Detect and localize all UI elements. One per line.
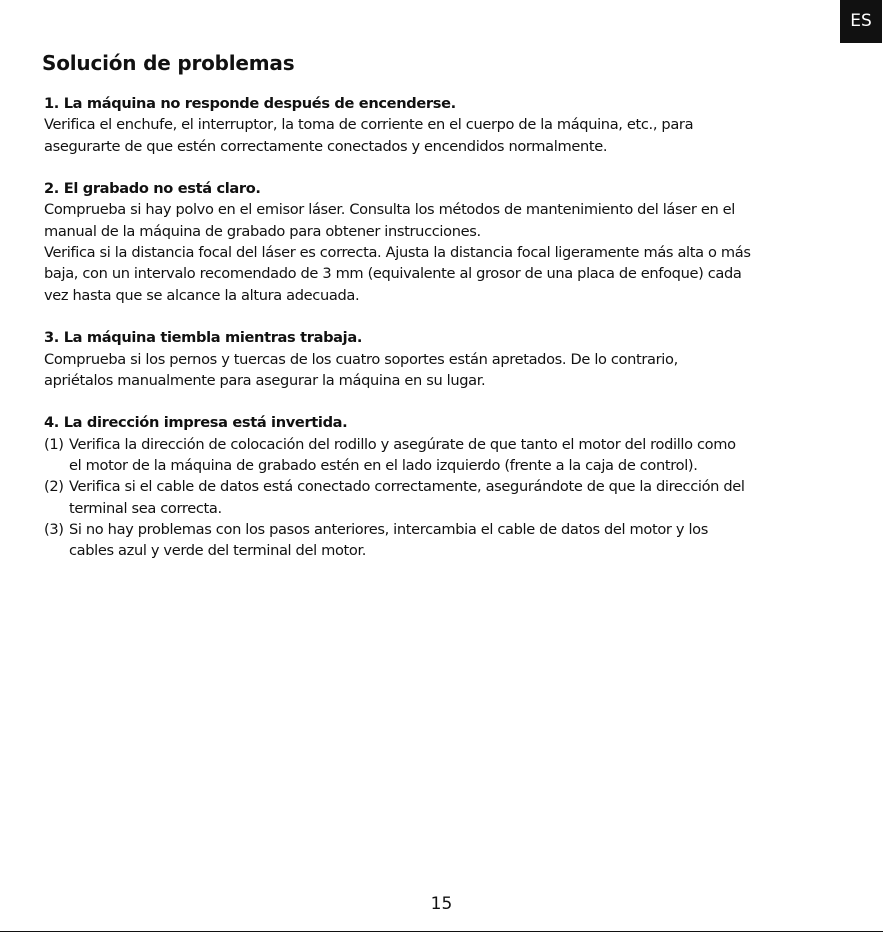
section-machine-shakes — [44, 327, 844, 391]
step-number: (1) — [44, 435, 64, 453]
bottom-divider — [0, 931, 883, 932]
paragraph — [44, 114, 844, 157]
section-heading: 3. La máquina tiembla mientras trabaja. — [44, 329, 363, 347]
text-line: terminal sea correcta. — [69, 499, 222, 517]
section-heading: 1. La máquina no responde después de encenderse. — [44, 95, 456, 112]
text-line: Si no hay problemas con los pasos anteriores, intercambia el cable de datos del motor y los — [69, 520, 708, 538]
text-line: baja, con un intervalo recomendado de 3 mm (equivalente al grosor de una placa de enfoque) cada — [44, 265, 742, 283]
text-line: Verifica si la distancia focal del láser es correcta. Ajusta la distancia focal ligeramente más alta o más — [44, 244, 751, 262]
section-heading: 2. El grabado no está claro. — [44, 180, 261, 198]
text-line: el motor de la máquina de grabado estén en el lado izquierdo (frente a la caja de control). — [69, 457, 698, 475]
text-line: vez hasta que se alcance la altura adecuada. — [44, 286, 360, 304]
text-line: Comprueba si hay polvo en el emisor láser. Consulta los métodos de mantenimiento del láser en el — [44, 201, 735, 219]
paragraph — [44, 242, 844, 306]
step-number: (3) — [44, 520, 64, 538]
text-line: Comprueba si los pernos y tuercas de los cuatro soportes están apretados. De lo contrario, — [44, 350, 678, 368]
paragraph — [44, 199, 844, 242]
text-line: Verifica la dirección de colocación del rodillo y asegúrate de que tanto el motor del rodillo como — [69, 435, 736, 453]
page-title: Solución de problemas — [42, 51, 295, 75]
text-line: Verifica el enchufe, el interruptor, la toma de corriente en el cuerpo de la máquina, etc., para — [44, 116, 694, 134]
text-line: Verifica si el cable de datos está conectado correctamente, asegurándote de que la dirección del — [69, 478, 745, 496]
numbered-step — [44, 519, 844, 562]
section-inverted-direction — [44, 412, 844, 561]
text-line: apriétalos manualmente para asegurar la máquina en su lugar. — [44, 371, 486, 389]
section-unclear-engraving — [44, 178, 844, 306]
section-no-response — [44, 93, 844, 157]
numbered-step — [44, 476, 844, 519]
troubleshooting-content — [44, 93, 844, 562]
section-heading: 4. La dirección impresa está invertida. — [44, 414, 348, 432]
paragraph — [44, 349, 844, 392]
text-line: asegurarte de que estén correctamente conectados y encendidos normalmente. — [44, 137, 608, 155]
numbered-step — [44, 434, 844, 477]
language-badge: ES — [840, 0, 882, 43]
page-number: 15 — [430, 894, 453, 914]
text-line: manual de la máquina de grabado para obtener instrucciones. — [44, 222, 481, 240]
text-line: cables azul y verde del terminal del motor. — [69, 542, 367, 560]
step-number: (2) — [44, 478, 64, 496]
